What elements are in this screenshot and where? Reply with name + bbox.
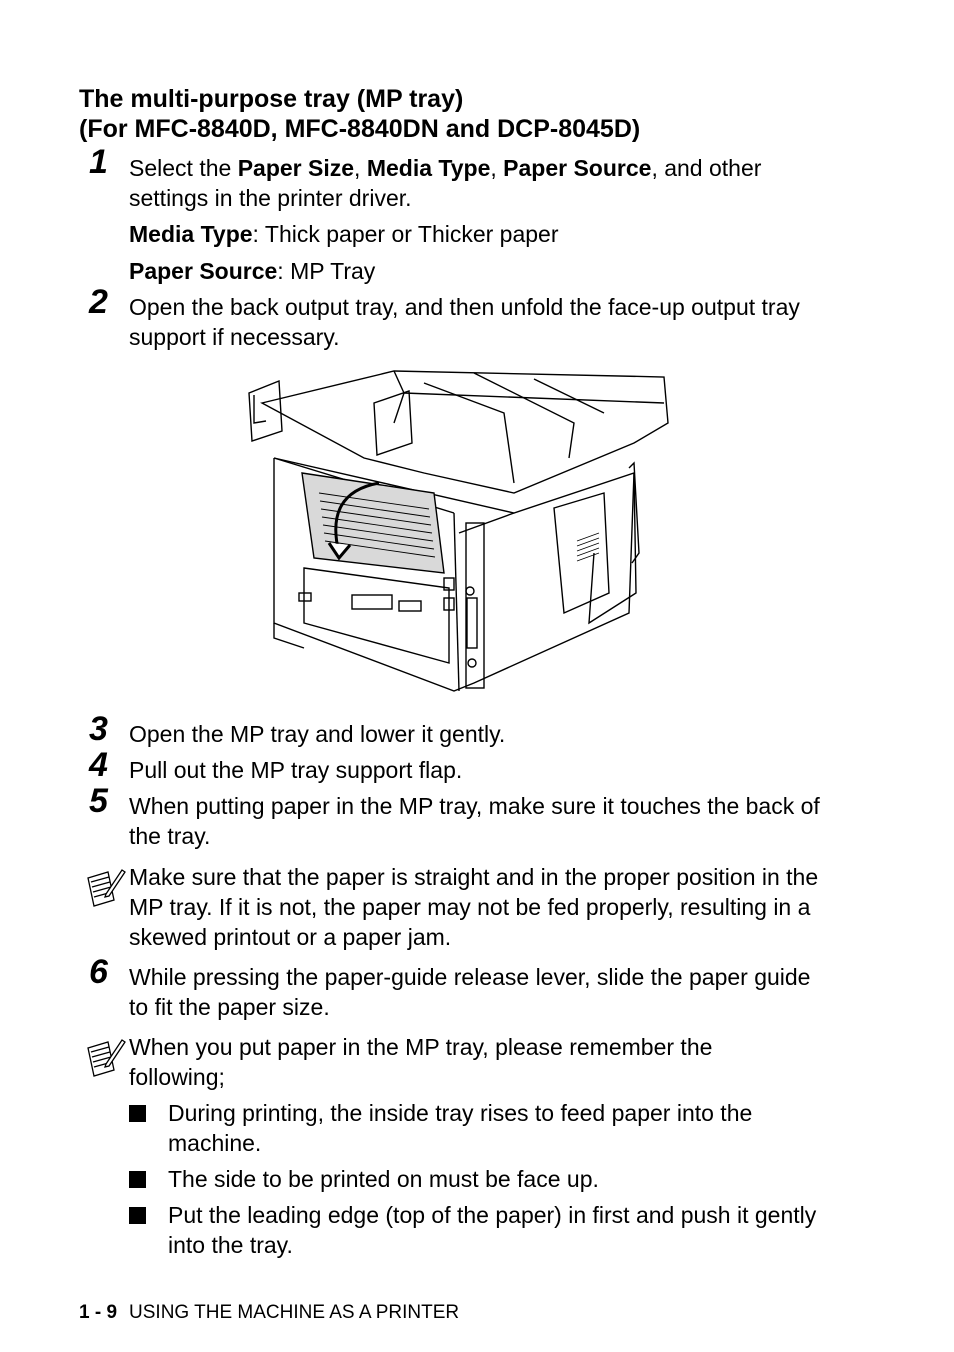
printer-back-illustration <box>244 363 669 695</box>
paper-source-setting <box>129 256 829 286</box>
heading-line-2: (For MFC-8840D, MFC-8840DN and DCP-8045D) <box>79 115 641 143</box>
bullet-square <box>129 1105 146 1122</box>
step-6-text: While pressing the paper-guide release lever, slide the paper guide to fit the paper size. <box>129 964 811 1020</box>
step-1-text-a: Select the <box>129 155 238 181</box>
section-title: USING THE MACHINE AS A PRINTER <box>129 1302 460 1323</box>
bullet-item-2: The side to be printed on must be face up. <box>168 1166 599 1192</box>
step-1-text-d: , and other settings in the printer driver. <box>129 155 762 211</box>
bullet-item-1: During printing, the inside tray rises to feed paper into the machine. <box>168 1100 753 1156</box>
step-3-text: Open the MP tray and lower it gently. <box>129 721 506 747</box>
paper-source-value: : MP Tray <box>277 258 376 284</box>
step-number-6: 6 <box>89 953 108 991</box>
note-pencil-icon <box>86 1036 126 1080</box>
note-1-text: Make sure that the paper is straight and in the proper position in the MP tray. If it is not, the paper may not be fed properly, resulting in a skewed printout or a paper jam. <box>129 864 819 950</box>
step-1-paper-size: Paper Size <box>237 155 355 181</box>
heading-line-1: The multi-purpose tray (MP tray) <box>79 85 464 113</box>
step-number-4: 4 <box>89 746 108 784</box>
step-1-media-type: Media Type <box>366 155 491 181</box>
bullet-square <box>129 1207 146 1224</box>
step-number-1: 1 <box>89 143 108 181</box>
step-2-text: Open the back output tray, and then unfold the face-up output tray support if necessary. <box>129 294 800 350</box>
step-4-text: Pull out the MP tray support flap. <box>129 757 463 783</box>
section-heading <box>79 84 640 144</box>
bullet-square <box>129 1171 146 1188</box>
step-1-text <box>129 153 829 213</box>
page-footer <box>79 1301 459 1325</box>
media-type-label: Media Type <box>129 221 253 247</box>
step-5-text: When putting paper in the MP tray, make sure it touches the back of the tray. <box>129 793 820 849</box>
bullet-item-3: Put the leading edge (top of the paper) in first and push it gently into the tray. <box>168 1202 817 1258</box>
media-type-setting <box>129 219 829 249</box>
step-1-paper-source: Paper Source <box>503 155 652 181</box>
step-number-3: 3 <box>89 710 108 748</box>
note-pencil-icon <box>86 866 126 910</box>
page-number: 1 - 9 <box>79 1302 118 1323</box>
step-number-2: 2 <box>89 283 108 321</box>
step-1-text-c: , <box>490 155 504 181</box>
note-2-text: When you put paper in the MP tray, please remember the following; <box>129 1034 713 1090</box>
paper-source-label: Paper Source <box>129 258 278 284</box>
media-type-value: : Thick paper or Thicker paper <box>252 221 559 247</box>
step-1-text-b: , <box>354 155 367 181</box>
step-number-5: 5 <box>89 782 108 820</box>
